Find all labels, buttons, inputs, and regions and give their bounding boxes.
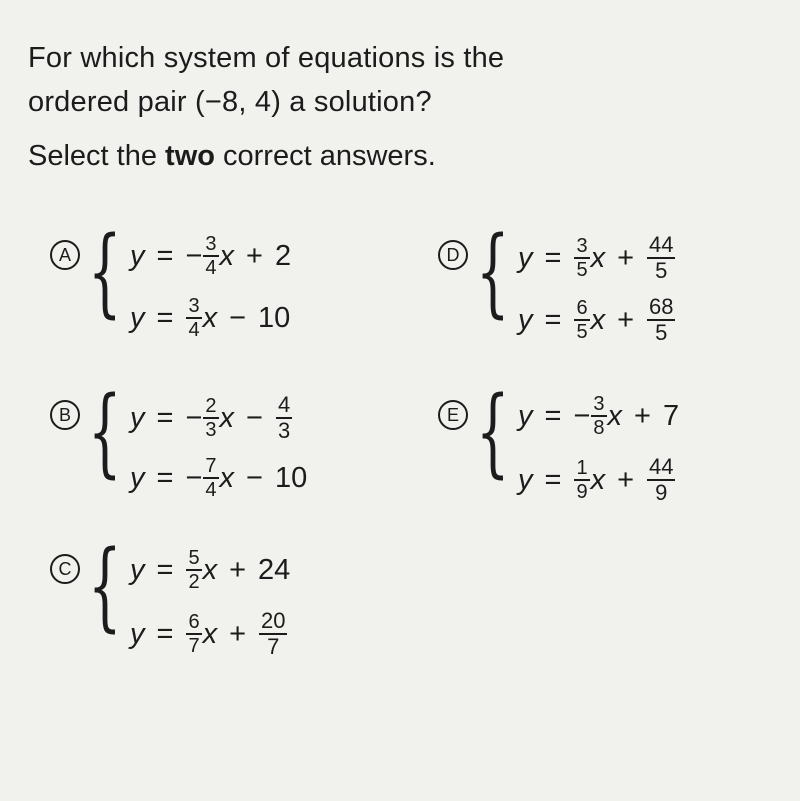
fraction: $\frac{3}{4}$ — [188, 295, 200, 341]
fraction: $\frac{6}{7}$ — [188, 611, 200, 657]
question-line-1: For which system of equations is the — [28, 42, 505, 74]
fraction: $\frac{44}{9}$ — [649, 454, 674, 505]
instruction-pre: Select the — [28, 140, 166, 172]
fraction: $\frac{3}{4}$ — [205, 233, 217, 279]
fraction: $\frac{6}{5}$ — [576, 297, 588, 343]
question-text — [28, 36, 768, 124]
fraction: $\frac{3}{8}$ — [593, 393, 605, 439]
fraction: $\frac{5}{2}$ — [188, 547, 200, 593]
instruction — [28, 140, 436, 173]
option-b-circle[interactable]: B — [50, 400, 80, 430]
instruction-bold: two — [165, 140, 215, 172]
brace-icon: { — [88, 376, 122, 488]
option-b-equation-1: y = − $\frac{2}{3}$ x − $\frac{4}{3}$ — [130, 392, 291, 443]
option-c-circle[interactable]: C — [50, 554, 80, 584]
option-c-equation-1: y = $\frac{5}{2}$ x + 24 — [130, 547, 291, 593]
fraction: $\frac{2}{3}$ — [205, 395, 217, 441]
brace-icon: { — [88, 216, 122, 328]
option-d-equation-2: y = $\frac{6}{5}$ x + $\frac{68}{5}$ — [518, 294, 674, 345]
option-e-circle[interactable]: E — [438, 400, 468, 430]
option-a-equation-2: y = $\frac{3}{4}$ x − 10 — [130, 295, 291, 341]
fraction: $\frac{7}{4}$ — [205, 455, 217, 501]
instruction-post: correct answers. — [214, 140, 436, 172]
fraction: $\frac{4}{3}$ — [277, 392, 291, 443]
option-c-equation-2: y = $\frac{6}{7}$ x + $\frac{20}{7}$ — [130, 608, 286, 659]
option-e-equation-2: y = $\frac{1}{9}$ x + $\frac{44}{9}$ — [518, 454, 674, 505]
brace-icon: { — [88, 530, 122, 642]
option-d-equation-1: y = $\frac{3}{5}$ x + $\frac{44}{5}$ — [518, 232, 674, 283]
question-line-2: ordered pair (−8, 4) a solution? — [28, 86, 432, 118]
option-d-circle[interactable]: D — [438, 240, 468, 270]
brace-icon: { — [476, 216, 510, 328]
fraction: $\frac{44}{5}$ — [649, 232, 674, 283]
option-e-equation-1: y = − $\frac{3}{8}$ x + 7 — [518, 393, 680, 439]
brace-icon: { — [476, 376, 510, 488]
fraction: $\frac{3}{5}$ — [576, 235, 588, 281]
fraction: $\frac{68}{5}$ — [649, 294, 674, 345]
fraction: $\frac{20}{7}$ — [261, 608, 286, 659]
fraction: $\frac{1}{9}$ — [576, 457, 588, 503]
option-a-equation-1: y = − $\frac{3}{4}$ x + 2 — [130, 233, 292, 279]
option-b-equation-2: y = − $\frac{7}{4}$ x − 10 — [130, 455, 308, 501]
option-a-circle[interactable]: A — [50, 240, 80, 270]
